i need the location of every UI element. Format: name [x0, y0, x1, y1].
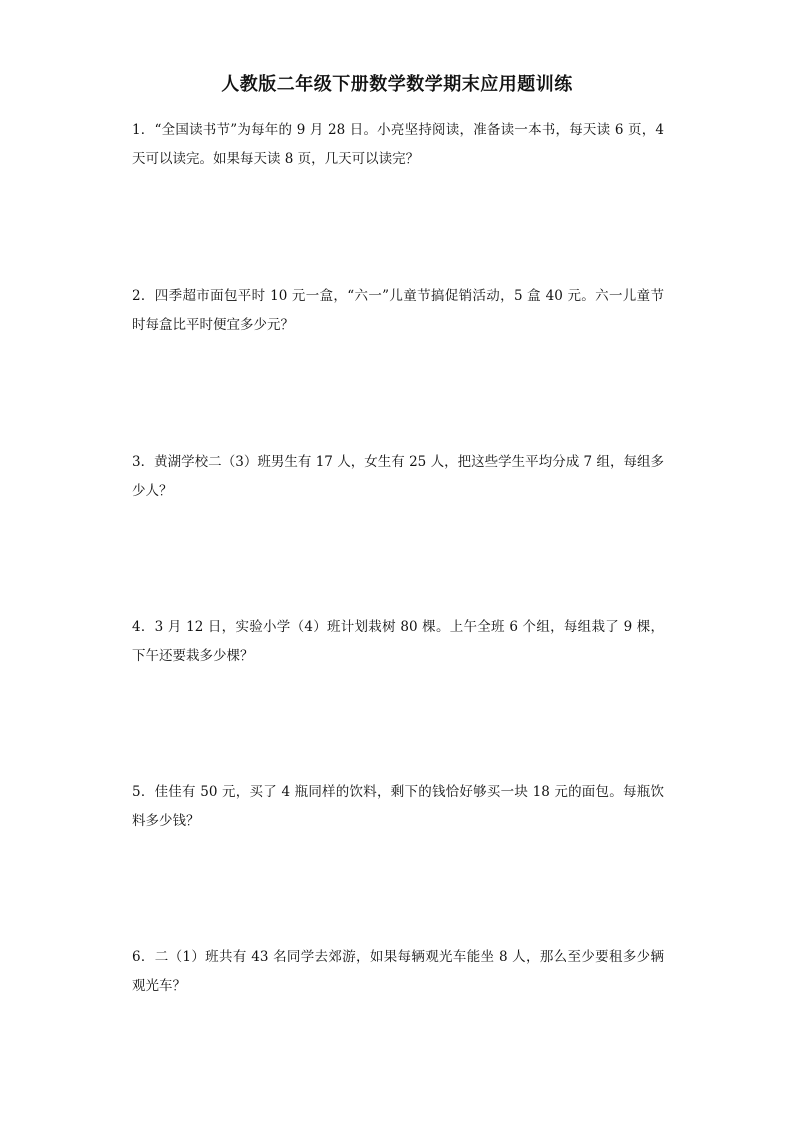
- question-5: [132, 778, 664, 836]
- question-number: 6．: [132, 949, 155, 965]
- question-number: 2．: [132, 288, 155, 304]
- question-number: 3．: [132, 454, 155, 470]
- question-text: 二（1）班共有 43 名同学去郊游，如果每辆观光车能坐 8 人，那么至少要租多少辆观光车？: [132, 949, 664, 994]
- question-2: [132, 282, 664, 340]
- page-title: 人教版二年级下册数学数学期末应用题训练: [221, 74, 573, 95]
- question-text: 佳佳有 50 元，买了 4 瓶同样的饮料，剩下的钱恰好够买一块 18 元的面包。每瓶饮料多少钱？: [132, 784, 664, 829]
- question-number: 5．: [132, 784, 155, 800]
- question-3: [132, 448, 664, 506]
- question-6: [132, 943, 664, 1001]
- question-4: [132, 613, 664, 671]
- question-text: 3 月 12 日，实验小学（4）班计划栽树 80 棵。上午全班 6 个组，每组栽了 9 棵，下午还要栽多少棵？: [132, 619, 664, 664]
- question-text: 黄湖学校二（3）班男生有 17 人，女生有 25 人，把这些学生平均分成 7 组，每组多少人？: [132, 454, 664, 499]
- question-text: 四季超市面包平时 10 元一盒，“六一”儿童节搞促销活动，5 盒 40 元。六一儿童节时每盒比平时便宜多少元？: [132, 288, 664, 333]
- question-number: 4．: [132, 619, 155, 635]
- question-text: “全国读书节”为每年的 9 月 28 日。小亮坚持阅读，准备读一本书，每天读 6 页，4 天可以读完。如果每天读 8 页，几天可以读完？: [132, 122, 664, 167]
- question-number: 1．: [132, 122, 155, 138]
- question-1: [132, 116, 664, 174]
